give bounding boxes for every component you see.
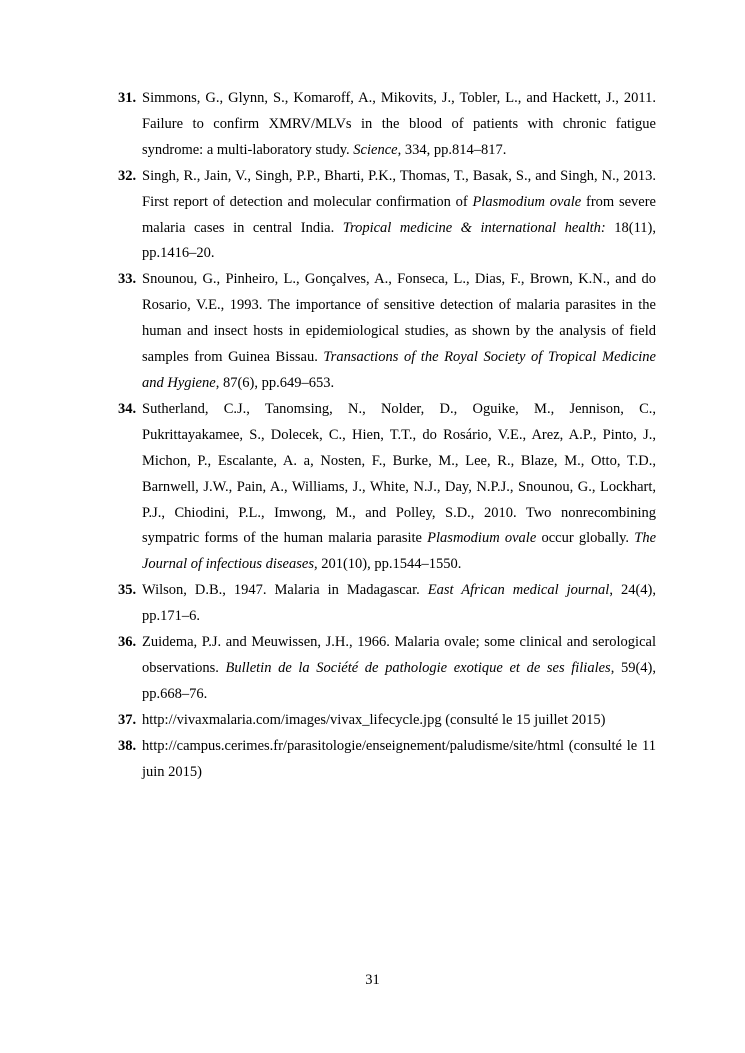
reference-number: 37. [118, 711, 137, 728]
reference-number: 34. [118, 400, 137, 417]
reference-number: 38. [118, 737, 137, 754]
reference-list [118, 86, 656, 785]
reference-number: 31. [118, 90, 137, 106]
reference-part: 18(11), pp.1416–20. [142, 219, 656, 262]
reference-part: Singh, R., Jain, V., Singh, P.P., Bharti, P.K., Thomas, T., Basak, S., and Singh, N., 2013. First report of detection and molecular confirmation of [142, 167, 656, 210]
reference-number: 33. [118, 271, 137, 288]
reference-url: http://vivaxmalaria.com/images/vivax_lifecycle.jpg (consulté le 15 juillet 2015) [142, 711, 606, 728]
reference-item [118, 630, 656, 708]
reference-number: 36. [118, 634, 137, 651]
reference-text [142, 734, 656, 786]
reference-part: , 24(4), pp.171–6. [142, 582, 656, 625]
journal-title: Transactions of the Royal Society of Tropical Medicine and Hygiene [142, 349, 656, 391]
reference-item [118, 267, 656, 397]
reference-part: from severe malaria cases in central India. [142, 193, 656, 236]
species-name: Plasmodium ovale [472, 193, 582, 210]
reference-part: Zuidema, P.J. and Meuwissen, J.H., 1966. Malaria ovale; some clinical and serological observations. [142, 634, 656, 676]
reference-part: , 201(10), pp.1544–1550. [313, 556, 462, 573]
reference-number: 35. [118, 582, 137, 599]
reference-number: 32. [118, 167, 137, 184]
reference-text [142, 164, 656, 268]
journal-title: Tropical medicine & international health: [342, 219, 606, 236]
journal-title: Bulletin de la Société de pathologie exotique et de ses filiales [225, 659, 611, 676]
page-number: 31 [365, 972, 380, 988]
reference-part: occur globally. [536, 530, 635, 547]
reference-item [118, 578, 656, 630]
reference-text [142, 397, 656, 578]
reference-item [118, 164, 656, 268]
reference-item [118, 734, 656, 786]
reference-part: Sutherland, C.J., Tanomsing, N., Nolder, D., Oguike, M., Jennison, C., Pukrittayakamee, S., Dolecek, C., Hien, T.T., do Rosário, V.E., Arez, A.P., Pinto, J., Michon, P., Escalante, A. a, Nosten, F., Burke, M., Lee, R., Blaze, M., Otto, T.D., Barnwell, J.W., Pain, A., Williams, J., White, N.J., Day, N.P.J., Snounou, G., Lockhart, P.J., Chiodini, P.L., Imwong, M., and Polley, S.D., 2010. Two nonrecombining sympatric forms of the human malaria parasite [142, 400, 656, 547]
reference-part: Snounou, G., Pinheiro, L., Gonçalves, A., Fonseca, L., Dias, F., Brown, K.N., and do Rosario, V.E., 1993. The importance of sensitive detection of malaria parasites in the human and insect hosts in epidemiological studies, as shown by the analysis of field samples from Guinea Bissau. [142, 271, 656, 366]
reference-text [142, 708, 656, 734]
reference-item [118, 708, 656, 734]
reference-part: Wilson, D.B., 1947. Malaria in Madagascar. [142, 582, 428, 599]
journal-title: East African medical journal [427, 582, 610, 599]
reference-part: , 334, pp.814–817. [397, 141, 507, 158]
reference-text [142, 86, 656, 164]
journal-title: The Journal of infectious diseases [142, 530, 656, 573]
species-name: Plasmodium ovale [427, 530, 537, 547]
reference-text [142, 578, 656, 630]
reference-item [118, 86, 656, 164]
journal-title: Science [353, 141, 398, 158]
reference-text [142, 267, 656, 397]
reference-part: , 59(4), pp.668–76. [142, 659, 656, 702]
reference-text [142, 630, 656, 708]
reference-url: http://campus.cerimes.fr/parasitologie/enseignement/paludisme/site/html (consulté le 11 juin 2015) [142, 737, 656, 780]
reference-part: , 87(6), pp.649–653. [215, 374, 335, 391]
reference-item [118, 397, 656, 578]
reference-part: Simmons, G., Glynn, S., Komaroff, A., Mikovits, J., Tobler, L., and Hackett, J., 2011. Failure to confirm XMRV/MLVs in the blood of patients with chronic fatigue syndrome: a multi-laboratory study. [142, 90, 656, 158]
